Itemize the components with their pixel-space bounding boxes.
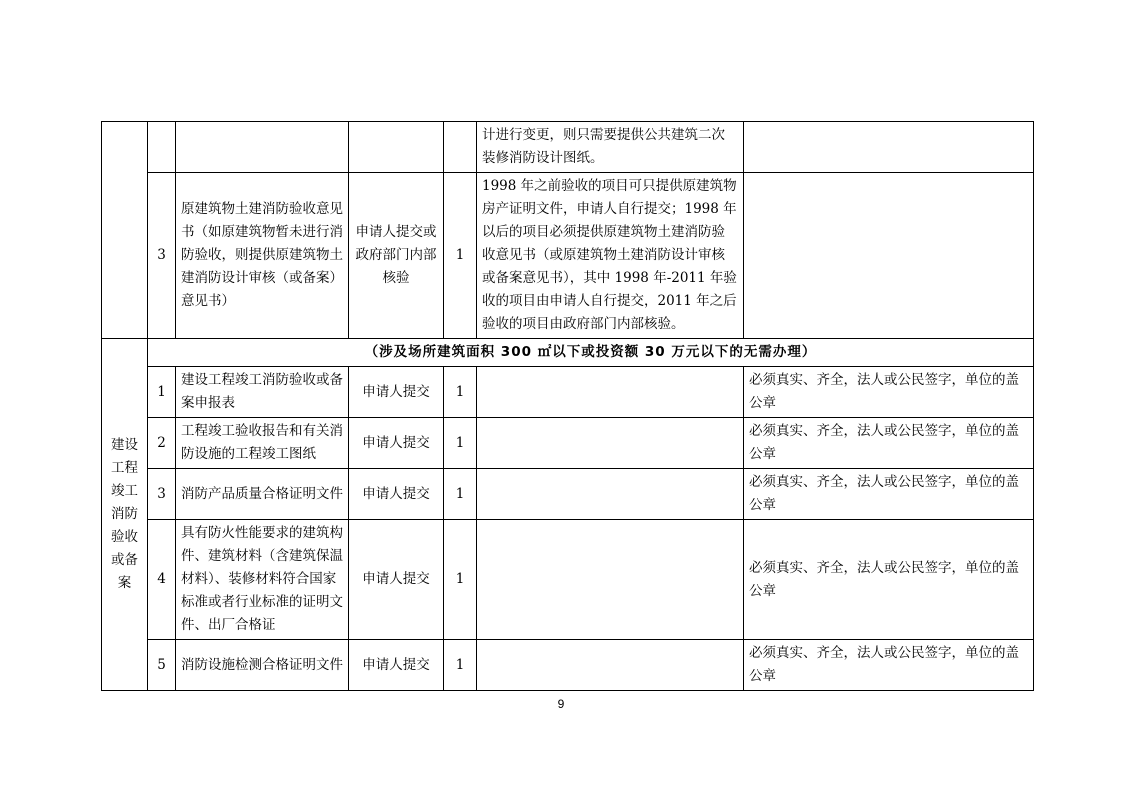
row-number: 4 <box>148 520 176 640</box>
material-requirement: 必须真实、齐全，法人或公民签字，单位的盖公章 <box>744 640 1034 691</box>
table-row <box>102 469 1034 520</box>
material-note: 1998 年之前验收的项目可只提供原建筑物房产证明文件，申请人自行提交；1998 年以后的项目必须提供原建筑物土建消防验收意见书（或原建筑物土建消防设计审核或备案意见书），其中 1998 年-2011 年验收的项目由申请人自行提交，2011 年之后验收的项目由政府部门内部核验。 <box>477 173 744 339</box>
material-source: 申请人提交 <box>349 640 444 691</box>
material-count: 1 <box>444 367 477 418</box>
row-number: 1 <box>148 367 176 418</box>
row-number <box>148 122 176 173</box>
material-requirement <box>744 122 1034 173</box>
material-note <box>477 640 744 691</box>
material-name <box>176 122 349 173</box>
section-category-label: 建设工程竣工消防验收或备案 <box>111 437 138 591</box>
page-number: 9 <box>557 697 565 711</box>
material-requirement: 必须真实、齐全，法人或公民签字，单位的盖公章 <box>744 418 1034 469</box>
material-note <box>477 469 744 520</box>
material-count: 1 <box>444 469 477 520</box>
material-note <box>477 367 744 418</box>
section-category <box>102 339 148 691</box>
material-requirement: 必须真实、齐全，法人或公民签字，单位的盖公章 <box>744 367 1034 418</box>
material-name: 建设工程竣工消防验收或备案申报表 <box>176 367 349 418</box>
material-source: 申请人提交或政府部门内部核验 <box>349 173 444 339</box>
material-note: 计进行变更，则只需要提供公共建筑二次装修消防设计图纸。 <box>477 122 744 173</box>
row-number: 2 <box>148 418 176 469</box>
table-row <box>102 367 1034 418</box>
material-count: 1 <box>444 640 477 691</box>
table-row <box>102 122 1034 173</box>
table-row <box>102 173 1034 339</box>
row-number: 3 <box>148 173 176 339</box>
material-name: 工程竣工验收报告和有关消防设施的工程竣工图纸 <box>176 418 349 469</box>
row-number: 3 <box>148 469 176 520</box>
material-requirement: 必须真实、齐全，法人或公民签字，单位的盖公章 <box>744 469 1034 520</box>
material-name: 消防设施检测合格证明文件 <box>176 640 349 691</box>
table-row <box>102 418 1034 469</box>
material-count <box>444 122 477 173</box>
material-name: 原建筑物土建消防验收意见书（如原建筑物暂未进行消防验收，则提供原建筑物土建消防设计审核（或备案）意见书） <box>176 173 349 339</box>
material-source: 申请人提交 <box>349 367 444 418</box>
material-source <box>349 122 444 173</box>
material-note <box>477 418 744 469</box>
material-count: 1 <box>444 520 477 640</box>
table-row <box>102 520 1034 640</box>
material-source: 申请人提交 <box>349 520 444 640</box>
section-title-row <box>102 339 1034 367</box>
material-source: 申请人提交 <box>349 418 444 469</box>
material-requirement: 必须真实、齐全，法人或公民签字，单位的盖公章 <box>744 520 1034 640</box>
material-source: 申请人提交 <box>349 469 444 520</box>
section-title: （涉及场所建筑面积 300 ㎡以下或投资额 30 万元以下的无需办理） <box>148 339 1034 367</box>
material-name: 具有防火性能要求的建筑构件、建筑材料（含建筑保温材料）、装修材料符合国家标准或者行业标准的证明文件、出厂合格证 <box>176 520 349 640</box>
material-requirement <box>744 173 1034 339</box>
material-name: 消防产品质量合格证明文件 <box>176 469 349 520</box>
category-cell-empty <box>102 122 148 339</box>
document-table <box>101 121 1034 691</box>
material-count: 1 <box>444 418 477 469</box>
material-note <box>477 520 744 640</box>
row-number: 5 <box>148 640 176 691</box>
table-row <box>102 640 1034 691</box>
material-count: 1 <box>444 173 477 339</box>
